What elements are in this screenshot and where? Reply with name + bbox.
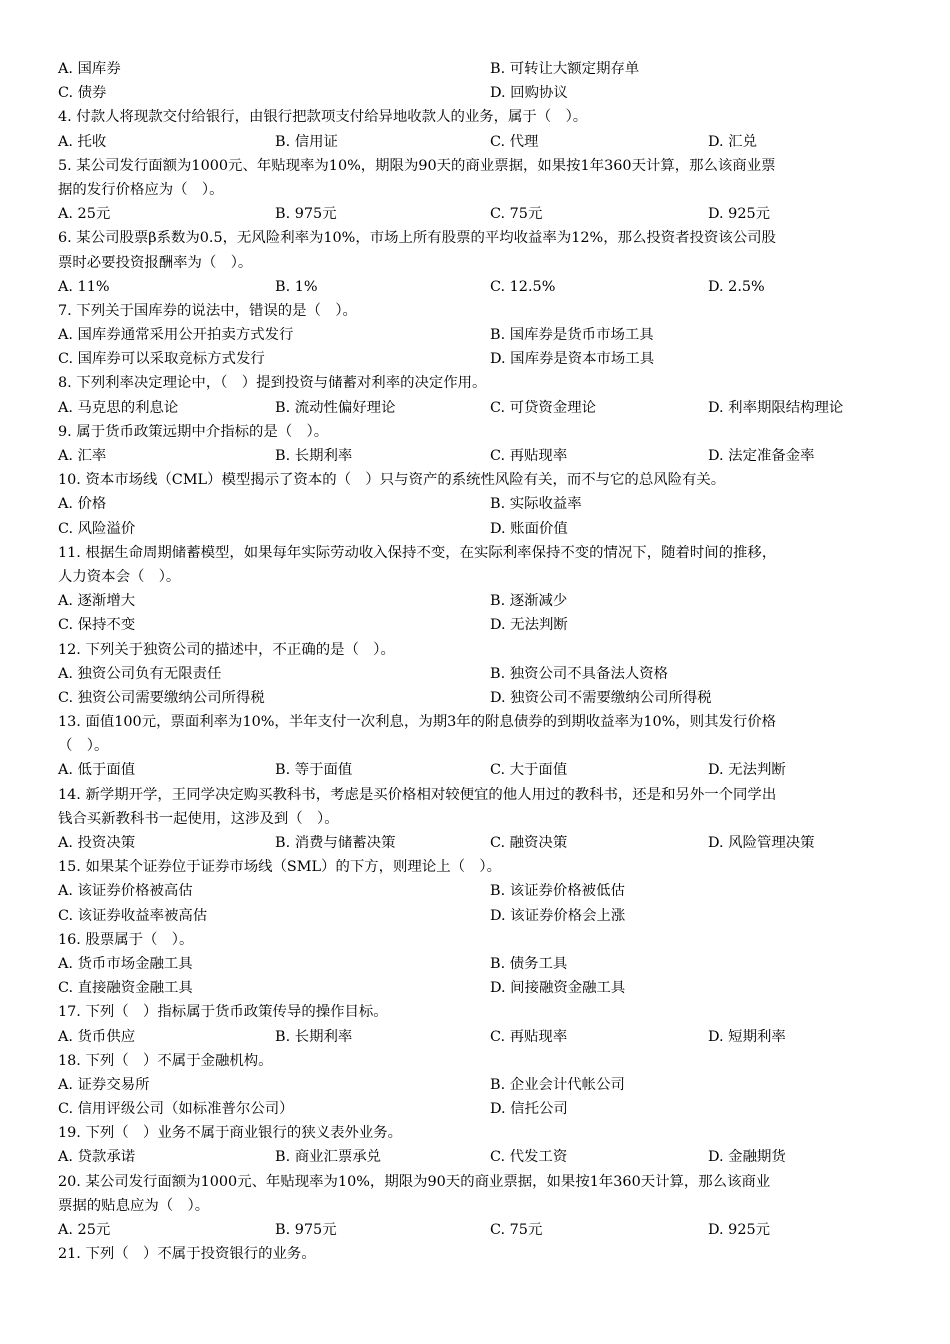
question-line (58, 638, 892, 662)
question-text: 9. 属于货币政策远期中介指标的是（ ）。 (58, 423, 329, 440)
question-line (58, 855, 892, 879)
options-line (58, 347, 892, 371)
options-line (58, 662, 892, 686)
answer-option: B. 逐渐减少 (490, 593, 568, 610)
question-line (58, 420, 892, 444)
question-text: 16. 股票属于（ ）。 (58, 931, 194, 948)
options-line (58, 686, 892, 710)
answer-option: A. 货币供应 (58, 1028, 136, 1045)
answer-option: D. 无法判断 (490, 617, 568, 634)
answer-option: B. 975元 (275, 1222, 337, 1238)
answer-option: A. 贷款承诺 (58, 1149, 136, 1166)
answer-option: C. 代发工资 (490, 1149, 568, 1166)
question-line (58, 783, 892, 807)
answer-option: D. 国库券是资本市场工具 (490, 351, 655, 368)
options-line (58, 952, 892, 976)
question-line (58, 1121, 892, 1145)
answer-option: B. 可转让大额定期存单 (490, 61, 640, 77)
answer-option: D. 2.5% (708, 278, 765, 295)
answer-option: D. 间接融资金融工具 (490, 980, 626, 997)
answer-option: D. 法定准备金率 (708, 448, 815, 464)
answer-option: D. 风险管理决策 (708, 835, 815, 851)
answer-option: B. 信用证 (275, 133, 338, 150)
answer-option: B. 1% (275, 278, 318, 295)
answer-option: D. 无法判断 (708, 762, 786, 779)
question-line (58, 468, 892, 492)
question-text: 13. 面值100元，票面利率为10%，半年支付一次利息，为期3年的附息债券的到期收益率为10%，则其发行价格 (58, 714, 777, 731)
answer-option: B. 该证券价格被低估 (490, 883, 625, 900)
question-line (58, 928, 892, 952)
document-page (58, 57, 892, 1266)
answer-option: D. 金融期货 (708, 1149, 786, 1166)
question-text: 15. 如果某个证券位于证券市场线（SML）的下方，则理论上（ ）。 (58, 859, 501, 876)
question-line (58, 371, 892, 395)
question-text: 票时必要投资报酬率为（ ）。 (58, 254, 253, 271)
options-line (58, 202, 892, 226)
answer-option: A. 投资决策 (58, 835, 136, 851)
question-text: 人力资本会（ ）。 (58, 568, 181, 585)
answer-option: B. 独资公司不具备法人资格 (490, 665, 669, 682)
question-text: 11. 根据生命周期储蓄模型，如果每年实际劳动收入保持不变，在实际利率保持不变的情况下，随着时间的推移， (58, 544, 777, 561)
answer-option: A. 低于面值 (58, 762, 136, 779)
options-line (58, 492, 892, 516)
answer-option: C. 直接融资金融工具 (58, 980, 193, 997)
answer-option: B. 975元 (275, 206, 337, 223)
question-text: 5. 某公司发行面额为1000元、年贴现率为10%，期限为90天的商业票据，如果按1年360天计算，那么该商业票 (58, 157, 776, 174)
answer-option: B. 商业汇票承兑 (275, 1149, 382, 1166)
question-line (58, 154, 892, 178)
question-text: 7. 下列关于国库券的说法中，错误的是（ ）。 (58, 302, 357, 319)
question-line (58, 807, 892, 831)
answer-option: D. 账面价值 (490, 520, 568, 537)
answer-option: A. 逐渐增大 (58, 593, 136, 610)
answer-option: C. 信用评级公司（如标准普尔公司） (58, 1101, 294, 1118)
options-line (58, 517, 892, 541)
answer-option: C. 债券 (58, 85, 107, 102)
answer-option: D. 该证券价格会上涨 (490, 907, 626, 924)
answer-option: D. 汇兑 (708, 133, 757, 150)
answer-option: C. 12.5% (490, 278, 556, 295)
answer-option: A. 汇率 (58, 448, 107, 464)
options-line (58, 831, 892, 855)
question-text: 12. 下列关于独资公司的描述中，不正确的是（ ）。 (58, 641, 395, 658)
question-text: 17. 下列（ ）指标属于货币政策传导的操作目标。 (58, 1004, 388, 1021)
question-text: （ ）。 (58, 738, 109, 755)
answer-option: C. 可贷资金理论 (490, 399, 596, 416)
question-line (58, 734, 892, 758)
question-line (58, 178, 892, 202)
options-line (58, 879, 892, 903)
question-line (58, 1242, 892, 1266)
question-text: 18. 下列（ ）不属于金融机构。 (58, 1052, 273, 1069)
answer-option: A. 25元 (58, 1222, 111, 1238)
answer-option: D. 925元 (708, 1222, 771, 1238)
options-line (58, 57, 892, 81)
options-line (58, 1073, 892, 1097)
answer-option: D. 独资公司不需要缴纳公司所得税 (490, 689, 712, 706)
answer-option: B. 流动性偏好理论 (275, 399, 396, 416)
answer-option: B. 长期利率 (275, 448, 353, 464)
options-line (58, 1097, 892, 1121)
question-text: 10. 资本市场线（CML）模型揭示了资本的（ ）只与资产的系统性风险有关，而不与它的总风险有关。 (58, 472, 726, 489)
question-text: 21. 下列（ ）不属于投资银行的业务。 (58, 1246, 316, 1263)
options-line (58, 275, 892, 299)
options-line (58, 1025, 892, 1049)
answer-option: A. 货币市场金融工具 (58, 955, 193, 972)
answer-option: C. 风险溢价 (58, 520, 136, 537)
options-line (58, 81, 892, 105)
options-line (58, 758, 892, 782)
answer-option: B. 消费与储蓄决策 (275, 835, 396, 851)
answer-option: D. 信托公司 (490, 1101, 568, 1118)
answer-option: A. 该证券价格被高估 (58, 883, 193, 900)
answer-option: C. 大于面值 (490, 762, 568, 779)
answer-option: C. 融资决策 (490, 835, 568, 851)
answer-option: A. 托收 (58, 133, 107, 150)
answer-option: B. 实际收益率 (490, 496, 582, 513)
question-line (58, 299, 892, 323)
answer-option: A. 价格 (58, 496, 107, 513)
question-line (58, 226, 892, 250)
options-line (58, 1218, 892, 1242)
answer-option: C. 75元 (490, 1222, 543, 1238)
answer-option: B. 企业会计代帐公司 (490, 1076, 625, 1093)
answer-option: A. 马克思的利息论 (58, 399, 179, 416)
answer-option: D. 短期利率 (708, 1028, 786, 1045)
options-line (58, 589, 892, 613)
question-line (58, 105, 892, 129)
question-text: 20. 某公司发行面额为1000元、年贴现率为10%，期限为90天的商业票据，如果按1年360天计算，那么该商业 (58, 1173, 771, 1190)
options-line (58, 904, 892, 928)
options-line (58, 130, 892, 154)
answer-option: B. 国库券是货币市场工具 (490, 327, 654, 344)
options-line (58, 444, 892, 468)
answer-option: C. 独资公司需要缴纳公司所得税 (58, 689, 265, 706)
answer-option: C. 保持不变 (58, 617, 136, 634)
question-line (58, 1170, 892, 1194)
answer-option: A. 25元 (58, 206, 111, 223)
question-line (58, 1049, 892, 1073)
answer-option: A. 11% (58, 278, 110, 295)
answer-option: C. 再贴现率 (490, 448, 568, 464)
answer-option: C. 该证券收益率被高估 (58, 907, 208, 924)
question-line (58, 251, 892, 275)
question-line (58, 1194, 892, 1218)
question-line (58, 541, 892, 565)
answer-option: C. 国库券可以采取竞标方式发行 (58, 351, 265, 368)
answer-option: A. 国库券通常采用公开拍卖方式发行 (58, 327, 294, 344)
question-text: 14. 新学期开学，王同学决定购买教科书，考虑是买价格相对较便宜的他人用过的教科书，还是和另外一个同学出 (58, 786, 777, 803)
question-text: 6. 某公司股票β系数为0.5，无风险利率为10%，市场上所有股票的平均收益率为12%，那么投资者投资该公司股 (58, 230, 776, 247)
options-line (58, 1145, 892, 1169)
question-text: 据的发行价格应为（ ）。 (58, 181, 224, 198)
question-text: 4. 付款人将现款交付给银行，由银行把款项支付给异地收款人的业务，属于（ ）。 (58, 109, 588, 126)
question-line (58, 565, 892, 589)
answer-option: B. 等于面值 (275, 762, 353, 779)
answer-option: C. 再贴现率 (490, 1028, 568, 1045)
answer-option: D. 利率期限结构理论 (708, 399, 844, 416)
question-text: 19. 下列（ ）业务不属于商业银行的狭义表外业务。 (58, 1125, 403, 1142)
question-line (58, 1000, 892, 1024)
answer-option: A. 证券交易所 (58, 1076, 150, 1093)
answer-option: D. 925元 (708, 206, 771, 223)
question-text: 钱合买新教科书一起使用，这涉及到（ ）。 (58, 810, 339, 827)
answer-option: A. 独资公司负有无限责任 (58, 665, 222, 682)
answer-option: A. 国库券 (58, 61, 121, 77)
options-line (58, 976, 892, 1000)
question-line (58, 710, 892, 734)
question-text: 8. 下列利率决定理论中，（ ）提到投资与储蓄对利率的决定作用。 (58, 375, 487, 392)
answer-option: B. 长期利率 (275, 1028, 353, 1045)
options-line (58, 323, 892, 347)
question-text: 票据的贴息应为（ ）。 (58, 1197, 210, 1214)
answer-option: B. 债务工具 (490, 955, 568, 972)
options-line (58, 613, 892, 637)
options-line (58, 396, 892, 420)
answer-option: C. 75元 (490, 206, 543, 223)
answer-option: D. 回购协议 (490, 85, 568, 102)
answer-option: C. 代理 (490, 133, 539, 150)
